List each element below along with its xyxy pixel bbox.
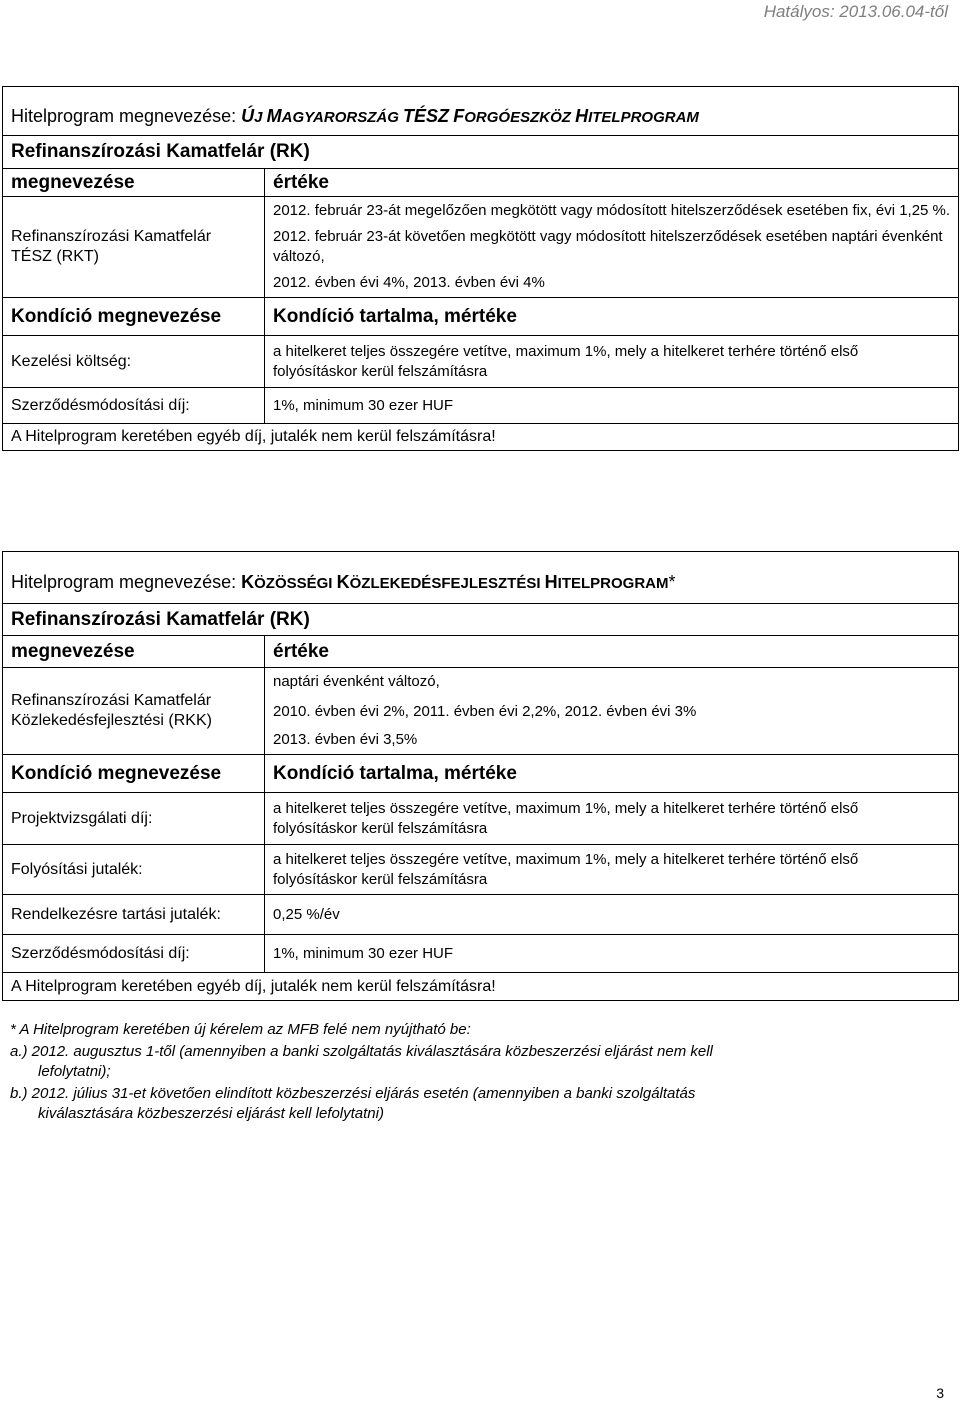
title-smallcaps: ITELPROGRAM: [557, 575, 669, 592]
cond-name: Projektvizsgálati díj:: [3, 793, 265, 845]
cond-value: 1%, minimum 30 ezer HUF: [265, 935, 959, 973]
rk-name: Refinanszírozási Kamatfelár TÉSZ (RKT): [3, 197, 265, 298]
cond-value: a hitelkeret teljes összegére vetítve, maximum 1%, mely a hitelkeret terhére történő első folyósításkor kerül felszámításra: [265, 845, 959, 895]
program-title: [3, 552, 959, 604]
rk-heading: Refinanszírozási Kamatfelár (RK): [3, 136, 959, 169]
program-title: [3, 87, 959, 136]
title-smallcaps: ÖZLEKEDÉSFEJLESZTÉSI: [349, 575, 545, 592]
title-capital: TÉSZ: [403, 105, 450, 126]
title-capital: H: [544, 572, 558, 592]
col-name-heading: megnevezése: [3, 636, 265, 668]
cond-value: a hitelkeret teljes összegére vetítve, maximum 1%, mely a hitelkeret terhére történő első folyósításkor kerül felszámításra: [265, 336, 959, 388]
program-table-1: [2, 86, 959, 451]
col-value-heading: értéke: [265, 169, 959, 197]
rk-heading: Refinanszírozási Kamatfelár (RK): [3, 604, 959, 636]
program-title-name: [241, 572, 668, 592]
title-capital: F: [453, 105, 465, 126]
col-value-heading: értéke: [265, 636, 959, 668]
rk-values: [265, 197, 959, 298]
cond-name: Rendelkezésre tartási jutalék:: [3, 895, 265, 935]
footnote-line: b.) 2012. július 31-et követően elindított közbeszerzési eljárás esetén (amennyiben a banki szolgáltatás: [10, 1085, 696, 1102]
rk-value-line: 2013. évben évi 3,5%: [273, 731, 418, 748]
title-capital: M: [266, 105, 282, 126]
rk-value-line: 2012. évben évi 4%, 2013. évben évi 4%: [273, 274, 545, 291]
cond-heading: Kondíció megnevezése: [3, 755, 265, 793]
title-capital: Ú: [241, 105, 255, 126]
footnote: [10, 1020, 910, 1124]
cond-content-heading: Kondíció tartalma, mértéke: [265, 298, 959, 336]
title-smallcaps: ITELPROGRAM: [588, 108, 699, 126]
footnote-line: a.) 2012. augusztus 1-től (amennyiben a banki szolgáltatás kiválasztására közbeszerzési eljárást nem kell: [10, 1043, 713, 1060]
rk-name: Refinanszírozási Kamatfelár Közlekedésfejlesztési (RKK): [3, 668, 265, 755]
title-smallcaps: AGYARORSZÁG: [281, 108, 404, 126]
footnote-line: kiválasztására közbeszerzési eljárást kell lefolytatni): [38, 1105, 384, 1122]
title-capital: K: [336, 572, 350, 592]
rk-value-line: 2010. évben évi 2%, 2011. évben évi 2,2%, 2012. évben évi 3%: [273, 703, 697, 720]
program-title-suffix: *: [668, 572, 676, 592]
program-title-label: Hitelprogram megnevezése:: [11, 105, 237, 126]
title-capital: H: [575, 105, 589, 126]
program-title-label: Hitelprogram megnevezése:: [11, 572, 237, 592]
cond-name: Folyósítási jutalék:: [3, 845, 265, 895]
program-footer: A Hitelprogram keretében egyéb díj, jutalék nem kerül felszámításra!: [3, 973, 959, 1001]
program-footer: A Hitelprogram keretében egyéb díj, jutalék nem kerül felszámításra!: [3, 424, 959, 451]
cond-name: Kezelési költség:: [3, 336, 265, 388]
title-smallcaps: ÖZÖSSÉGI: [254, 575, 337, 592]
rk-value-line: 2012. február 23-át megelőzően megkötött vagy módosított hitelszerződések esetében fix, évi 1,25 %.: [273, 202, 951, 219]
cond-value: 1%, minimum 30 ezer HUF: [265, 388, 959, 424]
effective-date: Hatályos: 2013.06.04-től: [763, 2, 948, 21]
col-name-heading: megnevezése: [3, 169, 265, 197]
cond-heading: Kondíció megnevezése: [3, 298, 265, 336]
program-title-name: [241, 106, 699, 126]
footnote-line: lefolytatni);: [38, 1063, 111, 1080]
cond-content-heading: Kondíció tartalma, mértéke: [265, 755, 959, 793]
rk-values: [265, 668, 959, 755]
title-smallcaps: J: [254, 108, 267, 126]
cond-name: Szerződésmódosítási díj:: [3, 388, 265, 424]
title-capital: K: [241, 572, 255, 592]
page-number: 3: [936, 1385, 944, 1401]
cond-name: Szerződésmódosítási díj:: [3, 935, 265, 973]
cond-value: 0,25 %/év: [265, 895, 959, 935]
footnote-line: * A Hitelprogram keretében új kérelem az MFB felé nem nyújtható be:: [10, 1021, 471, 1038]
title-smallcaps: ORGÓESZKÖZ: [464, 108, 576, 126]
rk-value-line: naptári évenként változó,: [273, 673, 440, 690]
program-table-2: [2, 551, 959, 1001]
rk-value-line: 2012. február 23-át követően megkötött vagy módosított hitelszerződések esetében naptári évenként változó,: [273, 228, 943, 265]
cond-value: a hitelkeret teljes összegére vetítve, maximum 1%, mely a hitelkeret terhére történő első folyósításkor kerül felszámításra: [265, 793, 959, 845]
